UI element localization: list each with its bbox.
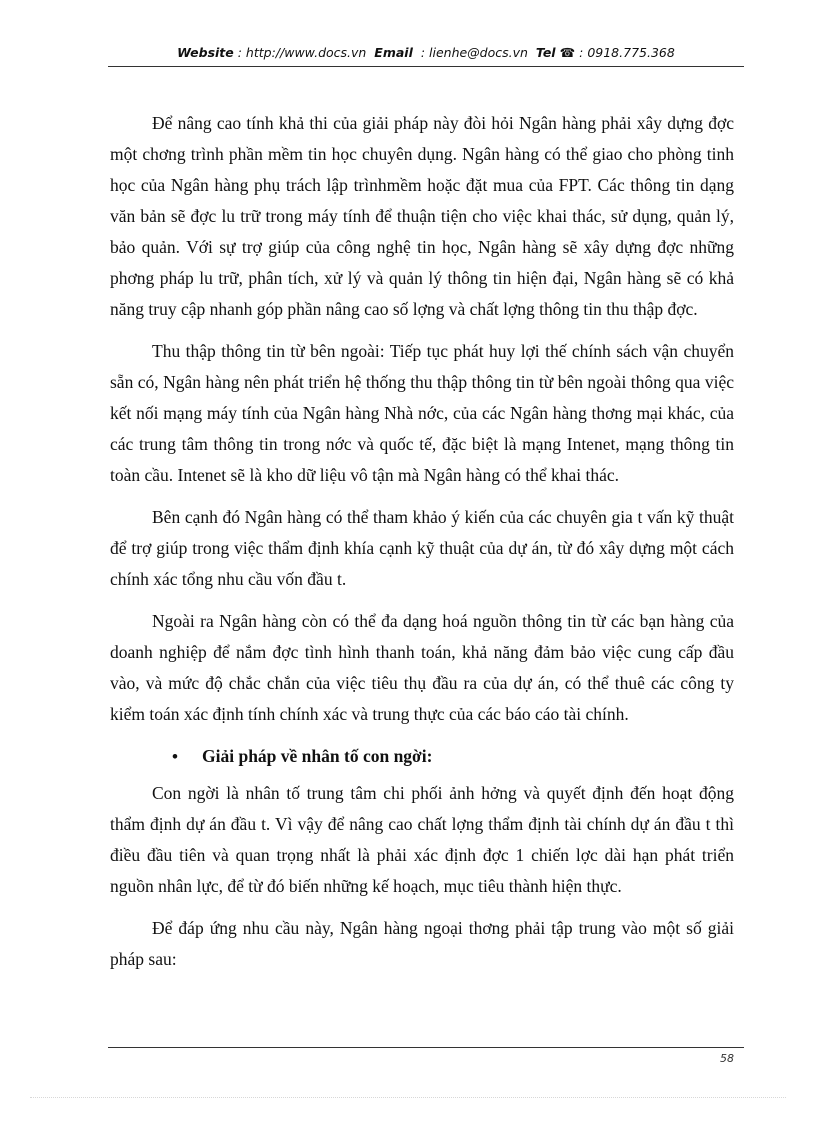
paragraph: Ngoài ra Ngân hàng còn có thể đa dạng hoá nguồn thông tin từ các bạn hàng của doanh nghiệp để nắm đợc tình hình thanh toán, khả năng đảm bảo việc cung cấp đầu vào, và mức độ chắc chắn của việc tiêu thụ đầu ra của dự án, có thể thuê các công ty kiểm toán xác định tính chính xác và trung thực của các báo cáo tài chính.	[110, 611, 734, 724]
email-label: Email	[374, 45, 413, 60]
bullet-icon: •	[172, 747, 178, 766]
website-label: Website	[177, 45, 234, 60]
section-heading-text: Giải pháp về nhân tố con ngời:	[202, 746, 433, 766]
page-header	[108, 45, 744, 60]
paragraph: Để đáp ứng nhu cầu này, Ngân hàng ngoại thơng phải tập trung vào một số giải pháp sau:	[110, 918, 734, 969]
paragraph: Để nâng cao tính khả thi của giải pháp này đòi hỏi Ngân hàng phải xây dựng đợc một chơng trình phần mềm tin học chuyên dụng. Ngân hàng có thể giao cho phòng tinh học của Ngân hàng phụ trách lập trìnhmềm hoặc đặt mua của FPT. Các thông tin dạng văn bản sẽ đợc lu trữ trong máy tính để thuận tiện cho việc khai thác, sử dụng, quản lý, bảo quản. Với sự trợ giúp của công nghệ tin học, Ngân hàng sẽ xây dựng đợc những phơng pháp lu trữ, phân tích, xử lý và quản lý thông tin hiện đại, Ngân hàng sẽ có khả năng truy cập nhanh góp phần nâng cao số lợng và chất lợng thông tin thu thập đợc.	[110, 113, 734, 319]
website-url[interactable]: : http://www.docs.vn	[237, 45, 367, 60]
email-address[interactable]: : lienhe@docs.vn	[420, 45, 528, 60]
document-body	[110, 108, 734, 986]
tel-number: : 0918.775.368	[579, 45, 675, 60]
paragraph: Con ngời là nhân tố trung tâm chi phối ảnh hởng và quyết định đến hoạt động thẩm định dự án đầu t. Vì vậy để nâng cao chất lợng thẩm định tài chính dự án đầu t thì điều đầu tiên và quan trọng nhất là phải xác định đợc 1 chiến lợc dài hạn phát triển nguồn nhân lực, để từ đó biến những kế hoạch, mục tiêu thành hiện thực.	[110, 783, 734, 896]
page-number: 58	[720, 1052, 734, 1065]
paragraph: Bên cạnh đó Ngân hàng có thể tham khảo ý kiến của các chuyên gia t vấn kỹ thuật để trợ giúp trong việc thẩm định khía cạnh kỹ thuật của dự án, từ đó xây dựng một cách chính xác tổng nhu cầu vốn đầu t.	[110, 507, 734, 589]
section-heading	[110, 741, 734, 772]
paragraph: Thu thập thông tin từ bên ngoài: Tiếp tục phát huy lợi thế chính sách vận chuyển sẵn có, Ngân hàng nên phát triển hệ thống thu thập thông tin từ bên ngoài thông qua việc kết nối mạng máy tính của Ngân hàng Nhà nớc, của các Ngân hàng thơng mại khác, của các trung tâm thông tin trong nớc và quốc tế, đặc biệt là mạng Intenet, mạng thông tin toàn cầu. Intenet sẽ là kho dữ liệu vô tận mà Ngân hàng có thể khai thác.	[110, 341, 734, 485]
page-bottom-border	[30, 1097, 786, 1098]
header-divider	[108, 66, 744, 67]
footer-divider	[108, 1047, 744, 1048]
phone-icon: ☎	[559, 45, 576, 60]
tel-label: Tel	[535, 45, 556, 60]
